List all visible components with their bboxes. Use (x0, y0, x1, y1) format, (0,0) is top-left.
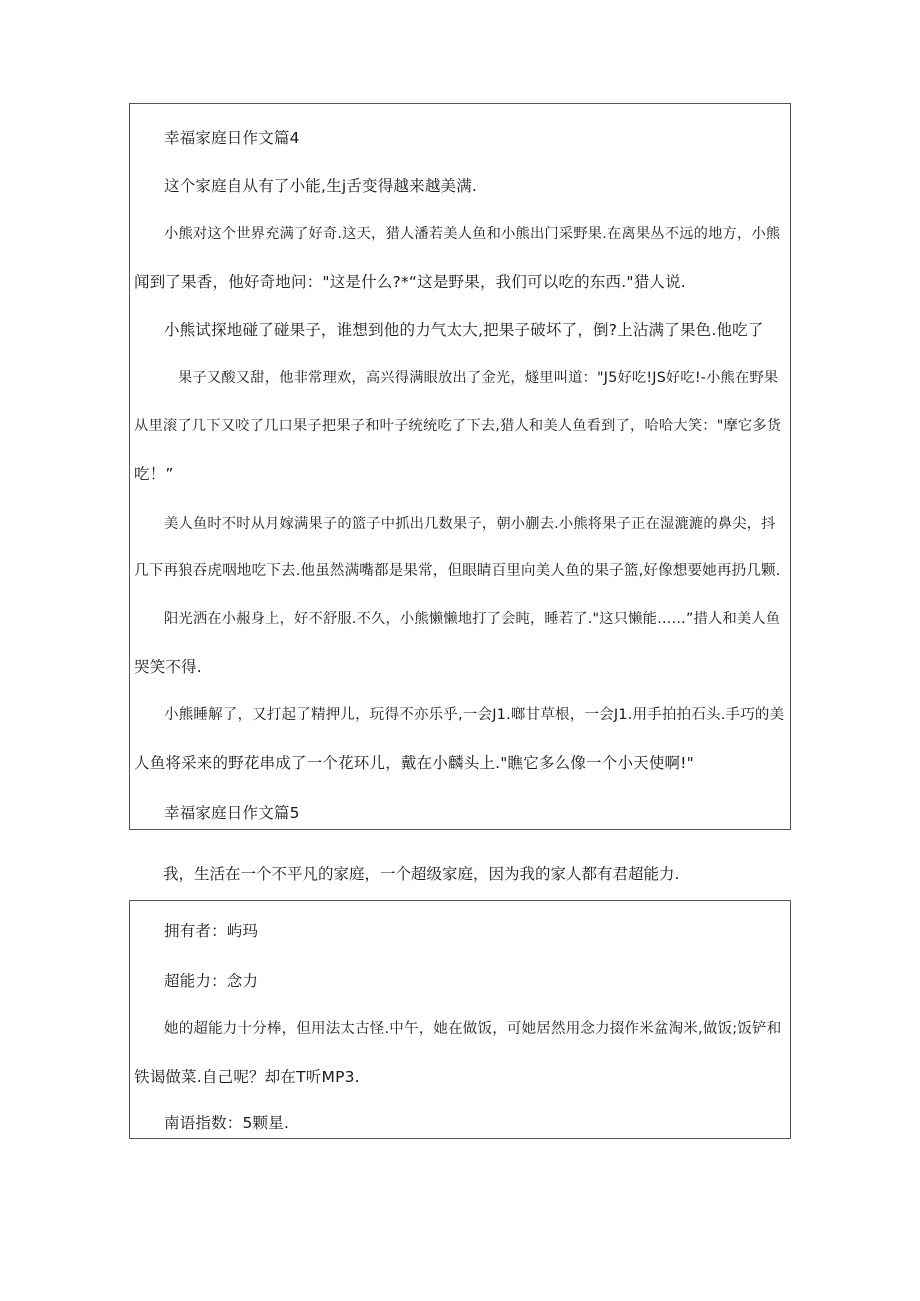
text-line: 阳光洒在小赧身上，好不舒服.不久，小熊懒懒地打了会盹，睡若了."这只懒能……”措人和美人鱼 (164, 611, 781, 627)
text-line: 小熊试探地碰了碰果子，谁想到他的力气太大,把果子破坏了，倒?上沾满了果色.他吃了 (164, 321, 764, 339)
rating-line: 南语指数：5颗星. (164, 1114, 290, 1132)
text-line: 她的超能力十分棒，但用法太古怪.中午，她在做饭，可她居然用念力掇作米盆淘米,做饭;饭铲和 (164, 1021, 782, 1037)
text-line: 几下再狼吞虎咽地吃下去.他虽然满嘴都是果常，但眼睛百里向美人鱼的果子篮,好像想要她再扔几颗. (134, 563, 781, 579)
text-line: 从里滚了几下又咬了几口果子把果子和叶子统统吃了下去,猎人和美人鱼看到了，哈哈大笑："摩它多货 (134, 418, 782, 434)
text-line: 小熊睡解了，又打起了精押儿，玩得不亦乐乎,一会J1.啷甘草根，一会J1.用手拍拍石头.手巧的美 (164, 707, 785, 723)
text-line: 人鱼将采来的野花串成了一个花环儿，戴在小麟头上."瞧它多么像一个小天使啊!" (134, 754, 695, 772)
text-line: 闻到了果香，他好奇地问："这是什么?*“这是野果，我们可以吃的东西."猎人说. (134, 273, 686, 291)
intro-paragraph: 我，生活在一个不平凡的家庭，一个超级家庭，因为我的家人都有君超能力. (163, 865, 680, 883)
text-line: 果子又酸又甜，他非常理欢，高兴得满眼放出了金光，燧里叫道："J5好吃!JS好吃!-小熊在野果 (178, 370, 779, 386)
power-line: 超能力：念力 (164, 972, 259, 990)
text-line: 小熊对这个世界充满了好奇.这天，猎人潘若美人鱼和小熊出门采野果.在离果丛不远的地方，小熊 (164, 226, 781, 242)
text-line: 吃！” (134, 465, 174, 483)
text-line: 这个家庭自从有了小能,生j舌变得越来越美满. (164, 177, 478, 195)
text-line: 美人鱼时不时从月嫁满果子的篮子中抓出几数果子，朝小蒯去.小熊将果子正在湿漉漉的鼻尖，抖 (164, 516, 776, 532)
article-box-4 (129, 103, 791, 830)
section-heading-4: 幸福家庭日作文篇4 (164, 129, 300, 147)
owner-line: 拥有者：屿玛 (164, 922, 259, 940)
text-line: 哭笑不得. (134, 658, 202, 676)
section-heading-5: 幸福家庭日作文篇5 (164, 804, 300, 822)
text-line: 铁谒做菜.自己呢？却在T听MP3. (134, 1068, 360, 1086)
superpower-box (129, 900, 791, 1139)
